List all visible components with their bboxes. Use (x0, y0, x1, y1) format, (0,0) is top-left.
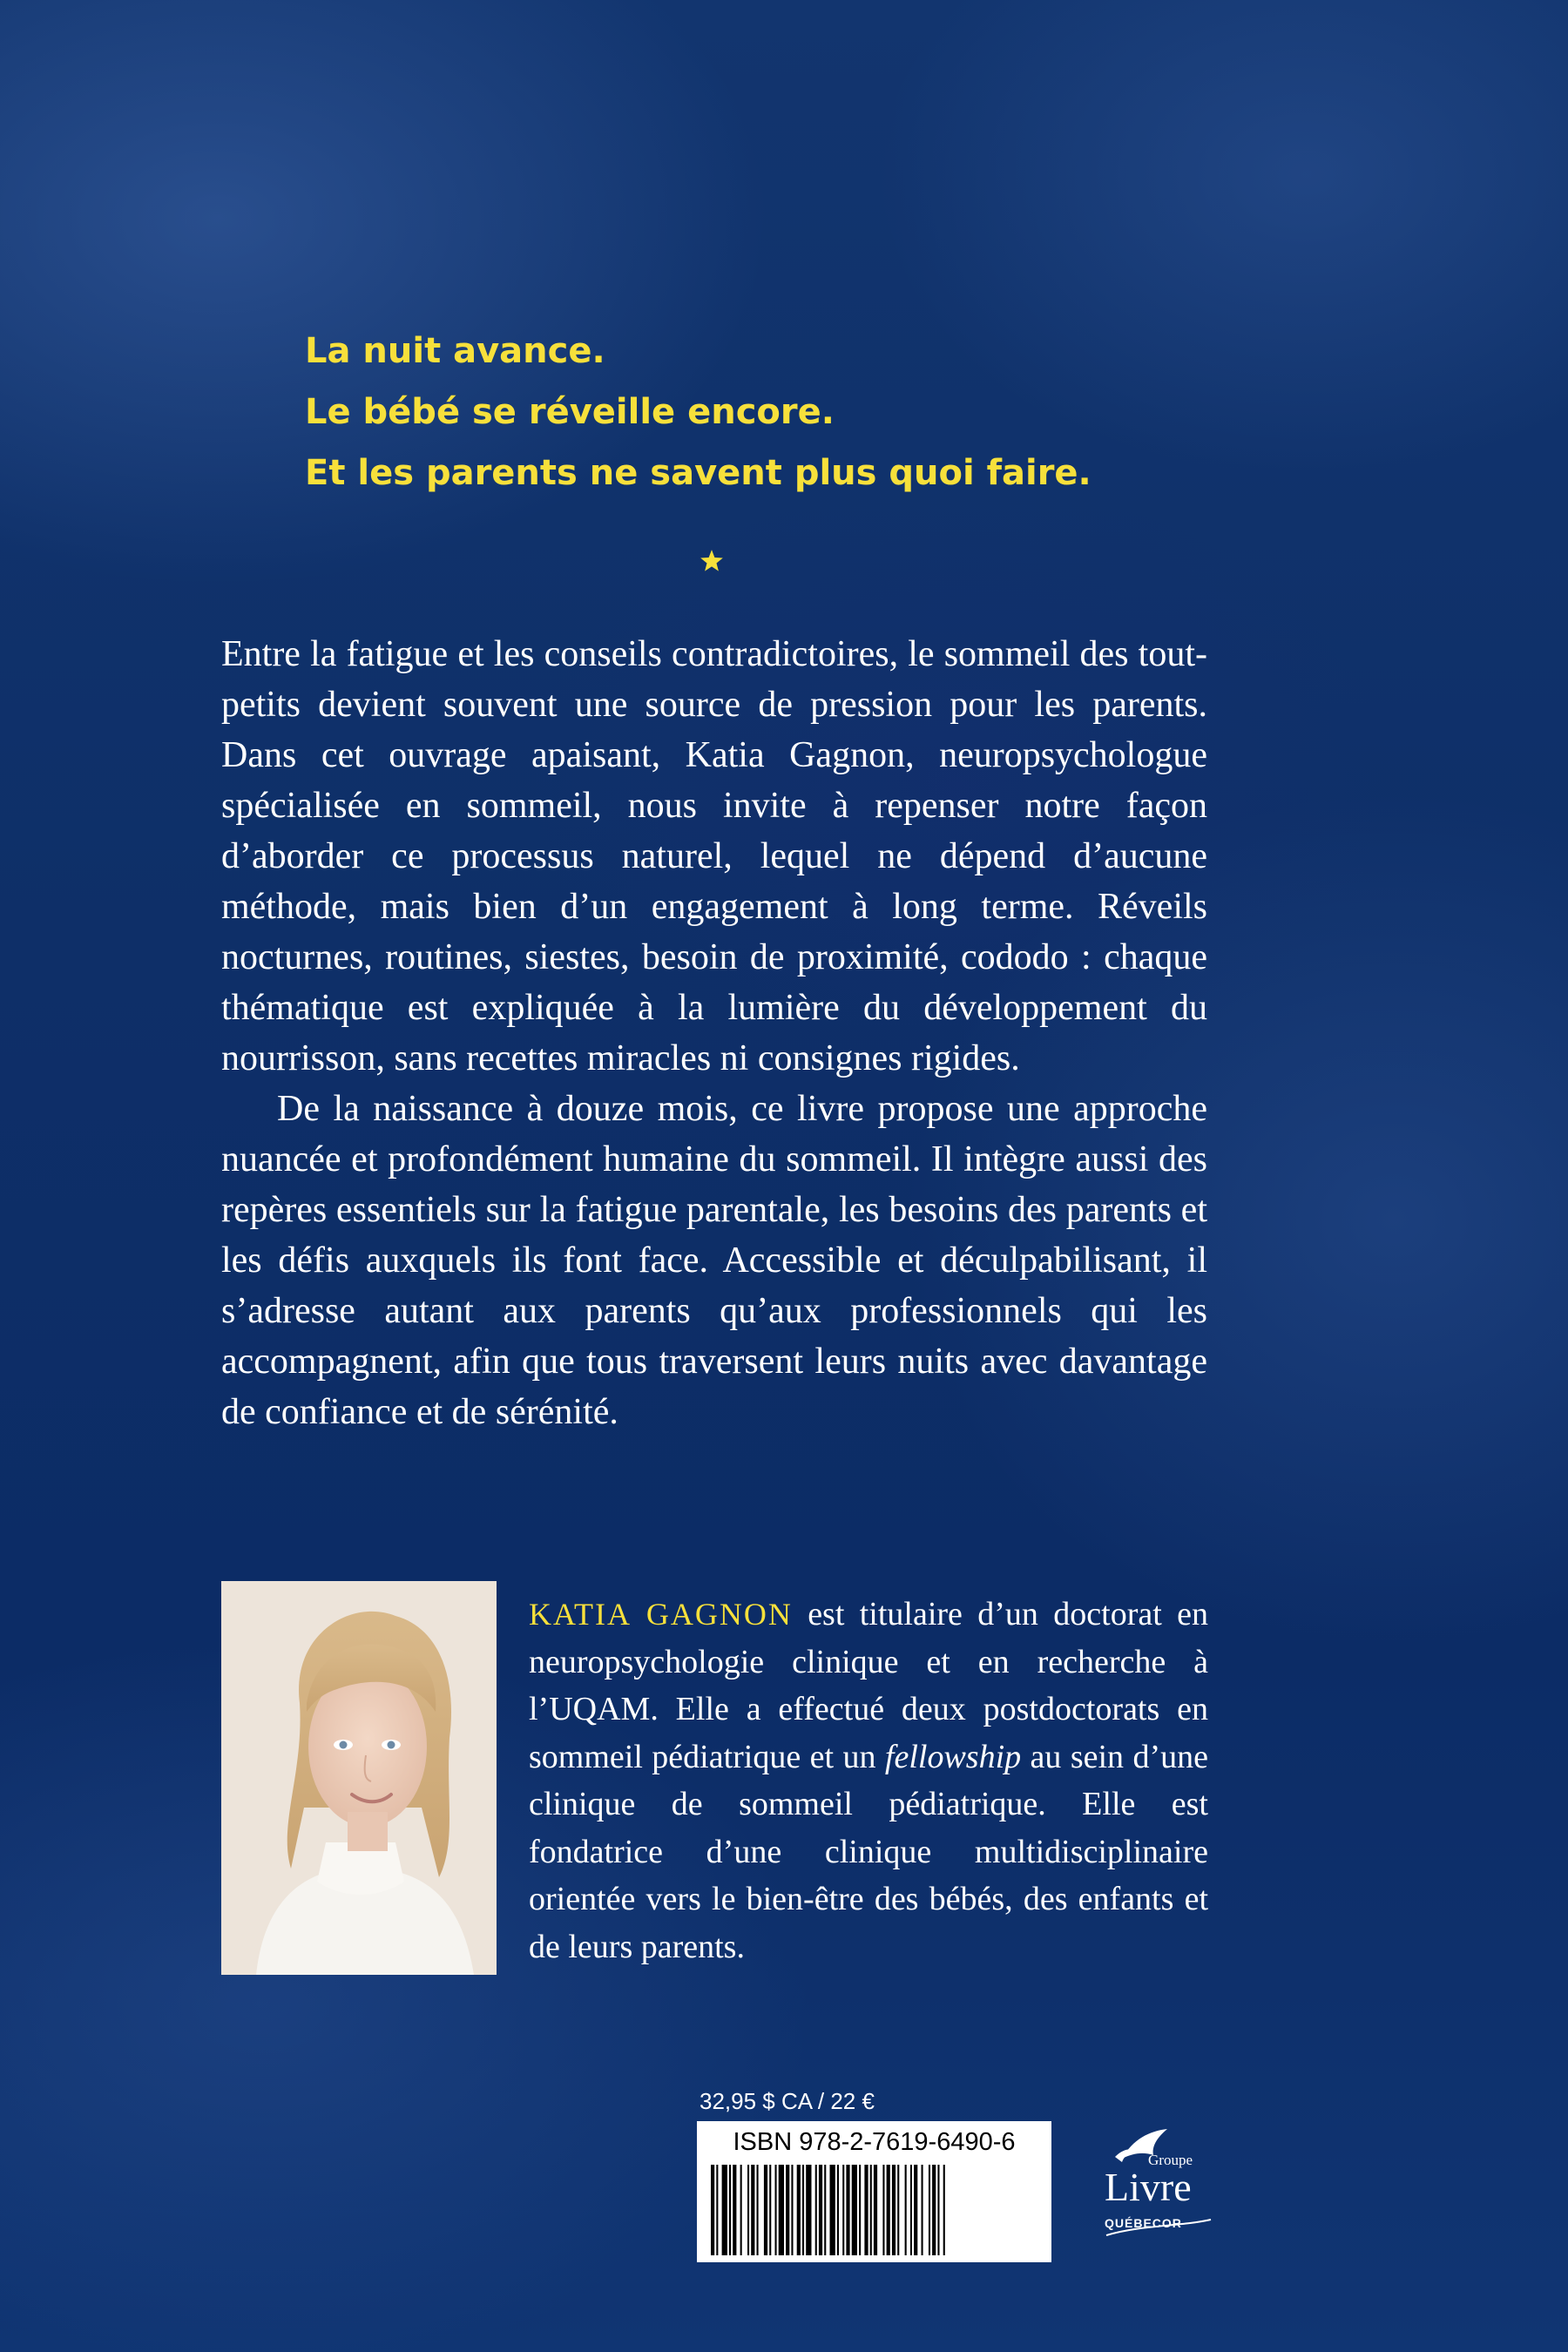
tagline (305, 321, 1092, 504)
barcode-icon (711, 2165, 1037, 2255)
price-label: 32,95 $ CA / 22 € (700, 2088, 875, 2114)
author-name: KATIA GAGNON (529, 1597, 793, 1632)
author-bio-italic: fellowship (884, 1738, 1022, 1775)
barcode-box (697, 2121, 1051, 2262)
publisher-groupe: Groupe (1148, 2152, 1193, 2168)
author-bio (529, 1591, 1208, 1970)
description-paragraph-2: De la naissance à douze mois, ce livre propose une approche nuancée et profondément humaine du sommeil. Il intègre aussi des repères essentiels sur la fatigue parentale, les besoins des parents et les défis auxquels ils font face. Accessible et déculpabilisant, il s’adresse autant aux parents qu’aux professionnels qui les accompagnent, afin que tous traversent leurs nuits avec davantage de confiance et de sérénité. (221, 1089, 1207, 1432)
publisher-quebecor: QUÉBECOR (1105, 2216, 1182, 2230)
publisher-logo (1080, 2122, 1228, 2253)
isbn-number: ISBN 978-2-7619-6490-6 (733, 2128, 1016, 2156)
star-icon (700, 549, 724, 573)
description-paragraph-1: Entre la fatigue et les conseils contradictoires, le sommeil des tout-petits devient souvent une source de pression pour les parents. Dans cet ouvrage apaisant, Katia Gagnon, neuropsychologue spécialisée en sommeil, nous invite à repenser notre façon d’aborder ce processus naturel, lequel ne dépend d’aucune méthode, mais bien d’un engagement à long terme. Réveils nocturnes, routines, siestes, besoin de proximité, cododo : chaque thématique est expliquée à la lumière du développement du nourrisson, sans recettes miracles ni consignes rigides. (221, 634, 1207, 1078)
author-photo (221, 1581, 497, 1975)
book-description (221, 629, 1207, 1437)
author-bio-part-2: au sein d’une clinique de sommeil pédiatrique. Elle est fondatrice d’une clinique multidisciplinaire orientée vers le bien-être des bébés, des enfants et de leurs parents. (529, 1738, 1208, 1965)
tagline-line-2: Le bébé se réveille encore. (305, 392, 835, 432)
tagline-line-1: La nuit avance. (305, 331, 605, 371)
publisher-livre: Livre (1105, 2165, 1192, 2209)
author-bio-part-1: est titulaire d’un doctorat en neuropsychologie clinique et en recherche à l’UQAM. Elle a effectué deux postdoctorats en sommeil pédiatrique et un (529, 1596, 1208, 1775)
tagline-line-3: Et les parents ne savent plus quoi faire. (305, 453, 1092, 493)
